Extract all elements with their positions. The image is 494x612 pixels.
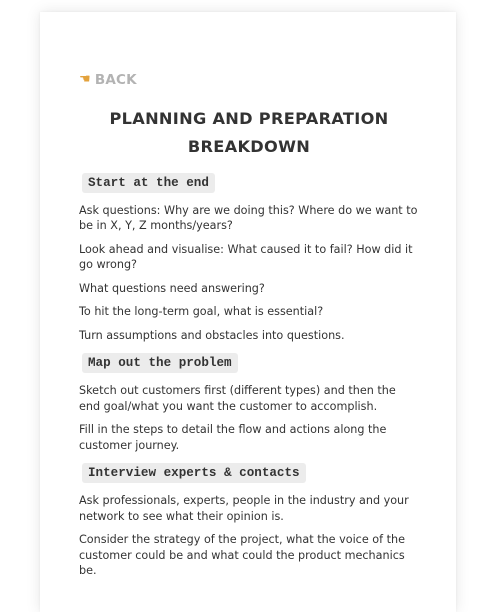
section-heading: Interview experts & contacts (82, 463, 306, 483)
page-title-line-2: BREAKDOWN (187, 136, 311, 156)
paragraph: Ask questions: Why are we doing this? Where do we want to be in X, Y, Z months/years? (79, 203, 418, 232)
article-content (79, 68, 419, 587)
paragraph: Turn assumptions and obstacles into questions. (79, 328, 345, 342)
paragraph: To hit the long-term goal, what is essential? (79, 305, 324, 318)
paragraph: Fill in the steps to detail the flow and actions along the customer journey. (79, 423, 387, 452)
page-title (79, 105, 419, 161)
page-title-line-1: PLANNING AND PREPARATION (109, 108, 389, 128)
paragraph: What questions need answering? (79, 281, 265, 295)
paragraph: Look ahead and visualise: What caused it to fail? How did it go wrong? (79, 242, 413, 271)
section-interview-experts (79, 461, 419, 579)
paragraph: Sketch out customers first (different types) and then the end goal/what you want the customer to accomplish. (79, 384, 396, 413)
back-label: BACK (94, 71, 137, 88)
paragraph: Consider the strategy of the project, what the voice of the customer could be and what could the product mechanics be. (79, 533, 405, 577)
back-link[interactable] (79, 71, 137, 89)
section-heading: Map out the problem (82, 353, 238, 373)
section-heading: Start at the end (82, 173, 215, 193)
section-map-out-the-problem (79, 351, 419, 453)
section-start-at-the-end (79, 171, 419, 344)
paragraph: Ask professionals, experts, people in the industry and your network to see what their opinion is. (79, 494, 409, 523)
article-card (40, 12, 456, 612)
pointing-hand-icon: ☚ (79, 72, 91, 87)
